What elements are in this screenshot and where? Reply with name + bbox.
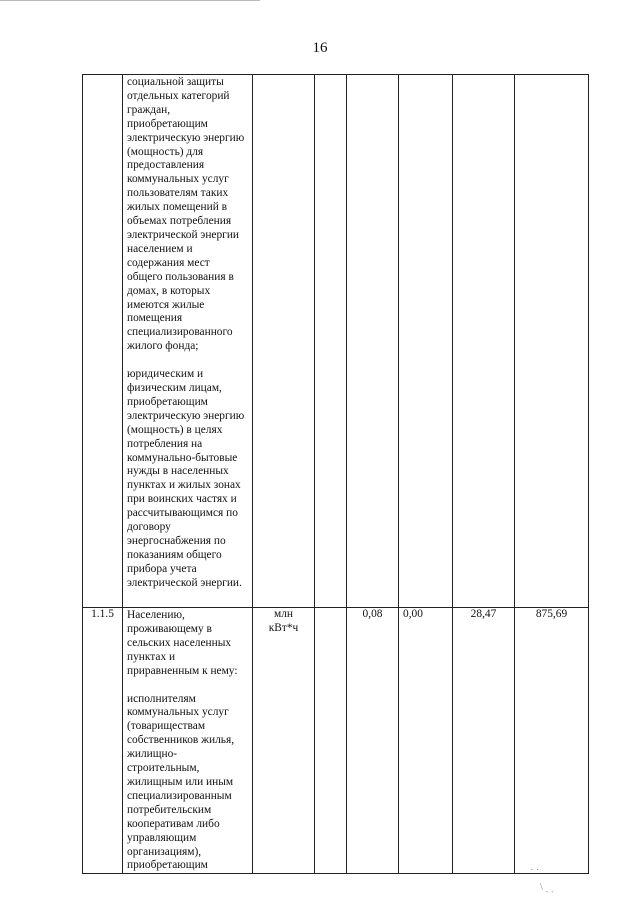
description-line: отдельных категорий — [127, 89, 230, 102]
unit-cell — [253, 75, 315, 608]
description-block-2 — [123, 692, 252, 874]
description-line: специализированного — [127, 326, 233, 339]
description-line: коммунальных услуг — [127, 173, 229, 186]
description-block-2 — [123, 367, 252, 591]
value-cell — [453, 608, 515, 874]
value-col4: 0,08 — [362, 608, 383, 620]
description-line: энергоснабжения по — [127, 535, 226, 547]
unit-cell — [253, 608, 315, 874]
description-line: жилых помещений в — [127, 201, 228, 214]
description-line: исполнителям — [127, 692, 196, 705]
description-line: объемах потребления — [127, 215, 232, 228]
description-line: пунктах и — [127, 650, 176, 663]
description-line: приравненным к нему: — [127, 664, 238, 677]
value-cell — [347, 75, 399, 608]
value-cell — [399, 75, 453, 608]
value-col6: 28,47 — [470, 608, 497, 620]
description-line: приобретающим — [127, 395, 208, 408]
description-line: управляющим — [127, 831, 197, 844]
description-line: пунктах и жилых зонах — [127, 479, 241, 492]
description-line: приобретающим — [127, 859, 208, 872]
unit-label-line1: млн — [274, 608, 293, 620]
description-line: электрическую энергию — [127, 409, 245, 422]
description-line: граждан, — [127, 103, 171, 116]
row-index-cell — [83, 75, 123, 608]
description-line: электрической энергии. — [127, 576, 242, 589]
page-number: 16 — [312, 40, 328, 56]
description-line: коммунально-бытовые — [127, 451, 238, 464]
description-block-1 — [123, 608, 252, 679]
table-row — [83, 75, 589, 608]
description-line: договору — [127, 521, 171, 534]
value-col5: 0,00 — [403, 608, 423, 620]
value-cell — [453, 75, 515, 608]
description-block-1 — [123, 75, 252, 354]
description-line: Населению, — [127, 609, 185, 621]
description-line: (мощность) для — [127, 145, 204, 158]
row-index: 1.1.5 — [91, 608, 114, 620]
description-line: при воинских частях и — [127, 493, 237, 506]
description-line: юридическим и — [127, 368, 204, 381]
tariff-table — [82, 74, 589, 874]
description-line: нужды в населенных — [127, 465, 229, 478]
description-line: проживающему в — [127, 622, 212, 635]
description-line: жилого фонда; — [127, 340, 199, 353]
description-line: помещения — [127, 312, 183, 325]
description-line: потребления на — [127, 437, 203, 450]
description-line: потребительским — [127, 803, 212, 816]
description-line: (мощность) в целях — [127, 423, 223, 436]
description-line: электрическую энергию — [127, 131, 245, 144]
description-line: электрической энергии — [127, 228, 240, 241]
description-line: приобретающим — [127, 117, 208, 130]
value-cell — [515, 75, 589, 608]
empty-cell — [315, 608, 347, 874]
description-line: собственников жилья, — [127, 734, 235, 747]
empty-cell — [315, 75, 347, 608]
description-line: рассчитывающимся по — [127, 507, 238, 520]
description-line: прибора учета — [127, 562, 197, 575]
description-line: сельских населенных — [127, 636, 232, 649]
description-line: предоставления — [127, 159, 205, 172]
description-line: социальной защиты — [127, 76, 224, 88]
value-cell — [515, 608, 589, 874]
scan-mark: ˙ ˙ — [530, 868, 540, 879]
row-index-cell — [83, 608, 123, 874]
description-line: коммунальных услуг — [127, 706, 229, 719]
description-cell — [123, 608, 253, 874]
value-cell — [347, 608, 399, 874]
description-line: специализированным — [127, 789, 232, 802]
description-line: физическим лицам, — [127, 382, 222, 395]
description-cell — [123, 75, 253, 608]
description-line: строительным, — [127, 762, 200, 775]
description-line: жилищным или иным — [127, 775, 234, 788]
description-line: содержания мест — [127, 256, 210, 269]
description-line: населением и — [127, 242, 193, 255]
description-line: жилищно- — [127, 748, 178, 761]
description-line: имеются жилые — [127, 298, 205, 311]
description-line: организациям), — [127, 845, 202, 858]
description-line: (товариществам — [127, 720, 206, 733]
description-line: показаниям общего — [127, 548, 222, 561]
unit-label-line2: кВт*ч — [268, 621, 299, 634]
scan-top-rule — [0, 0, 260, 1]
scan-mark: \ ˎ ˌ — [540, 882, 555, 893]
description-line: пользователям таких — [127, 187, 229, 200]
description-line: домах, в которых — [127, 284, 211, 297]
description-line: кооперативам либо — [127, 817, 220, 830]
description-line: общего пользования в — [127, 270, 234, 283]
value-cell — [399, 608, 453, 874]
table-row — [83, 608, 589, 874]
value-col7: 875,69 — [535, 608, 568, 620]
